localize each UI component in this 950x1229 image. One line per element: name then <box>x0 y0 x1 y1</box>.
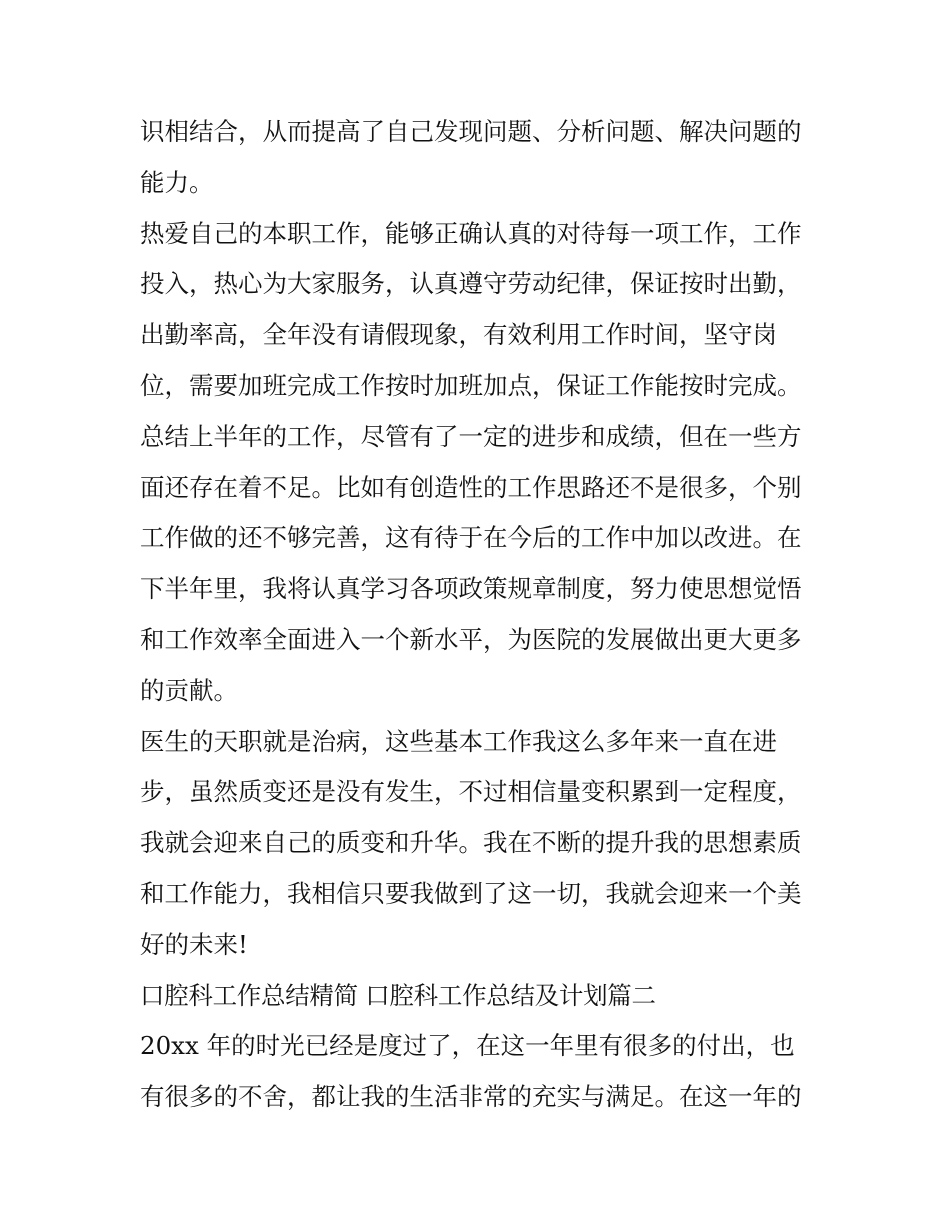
text-line: 好的未来! <box>140 929 248 959</box>
text-line: 热爱自己的本职工作，能够正确认真的对待每一项工作，工作 <box>140 218 802 248</box>
text-line: 总结上半年的工作，尽管有了一定的进步和成绩，但在一些方 <box>140 421 802 451</box>
section-heading: 口腔科工作总结精简 口腔科工作总结及计划篇二 <box>140 980 656 1010</box>
document-body <box>140 107 820 1123</box>
text-line: 工作做的还不够完善，这有待于在今后的工作中加以改进。在 <box>140 523 802 553</box>
text-line: 我就会迎来自己的质变和升华。我在不断的提升我的思想素质 <box>140 828 802 858</box>
text-line: 投入，热心为大家服务，认真遵守劳动纪律，保证按时出勤， <box>140 269 802 299</box>
text-line: 的贡献。 <box>140 675 238 705</box>
text-line: 下半年里，我将认真学习各项政策规章制度，努力使思想觉悟 <box>140 574 802 604</box>
text-line: 位，需要加班完成工作按时加班加点，保证工作能按时完成。 <box>140 370 802 400</box>
text-line: 步，虽然质变还是没有发生，不过相信量变积累到一定程度， <box>140 777 802 807</box>
text-line: 识相结合，从而提高了自己发现问题、分析问题、解决问题的 <box>140 117 802 146</box>
text-line: 医生的天职就是治病，这些基本工作我这么多年来一直在进 <box>140 726 777 756</box>
text-line: 能力。 <box>140 167 214 197</box>
text-line: 有很多的不舍，都让我的生活非常的充实与满足。在这一年的 <box>140 1082 802 1112</box>
text-line: 面还存在着不足。比如有创造性的工作思路还不是很多，个别 <box>140 472 802 502</box>
text-line: 和工作能力，我相信只要我做到了这一切，我就会迎来一个美 <box>140 878 802 908</box>
text-line: 和工作效率全面进入一个新水平，为医院的发展做出更大更多 <box>140 624 802 654</box>
text-line: 20xx 年的时光已经是度过了，在这一年里有很多的付出，也 <box>140 1031 795 1061</box>
text-line: 出勤率高，全年没有请假现象，有效利用工作时间，坚守岗 <box>140 320 777 350</box>
